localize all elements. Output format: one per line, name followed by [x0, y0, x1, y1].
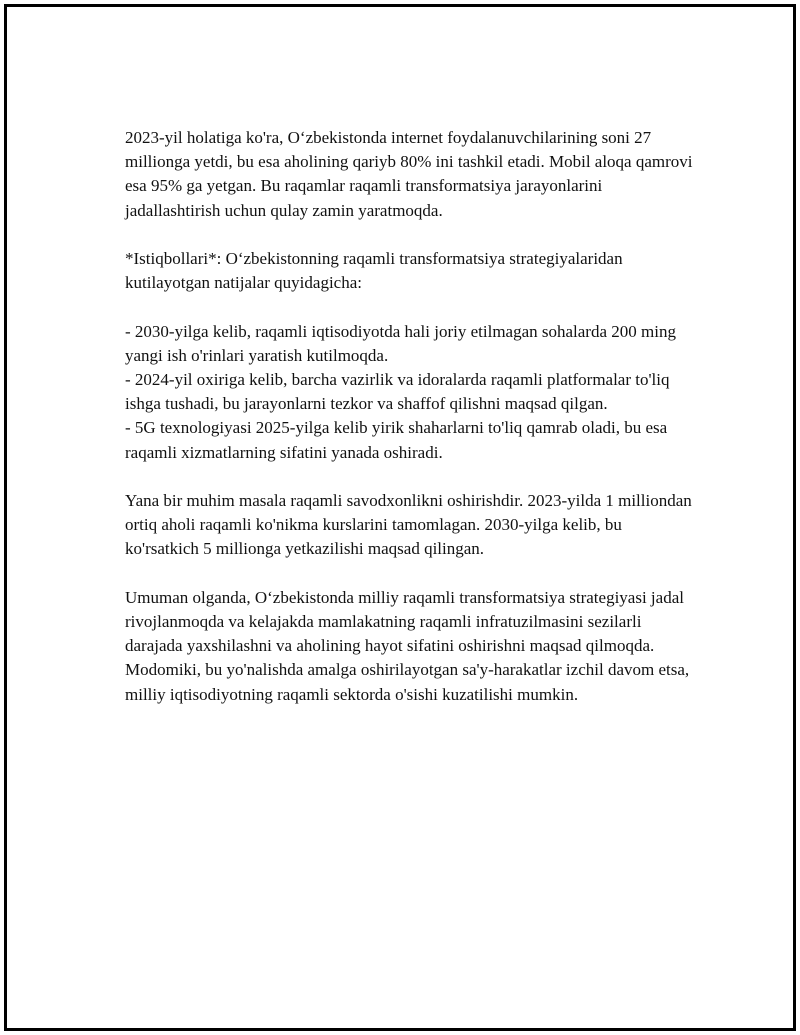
- list-item: - 5G texnologiyasi 2025-yilga kelib yirik shaharlarni to'liq qamrab oladi, bu esa raqamli xizmatlarning sifatini yanada oshiradi.: [125, 418, 668, 462]
- list-item: - 2024-yil oxiriga kelib, barcha vazirlik va idoralarda raqamli platformalar to'liq ishga tushadi, bu jarayonlarni tezkor va shaffof qilishni maqsad qilgan.: [125, 370, 670, 414]
- intro-paragraph: 2023-yil holatiga ko'ra, O‘zbekistonda internet foydalanuvchilarining soni 27 millionga yetdi, bu esa aholining qariyb 80% ini tashkil etadi. Mobil aloqa qamrovi esa 95% ga yetgan. Bu raqamlar raqamli transformatsiya jarayonlarini jadallashtirish uchun qulay zamin yaratmoqda.: [125, 128, 693, 220]
- benefits-list: [125, 320, 693, 465]
- benefits-intro-paragraph: *Istiqbollari*: O‘zbekistonning raqamli transformatsiya strategiyalaridan kutilayotgan natijalar quyidagicha:: [125, 249, 623, 293]
- page-frame: [4, 4, 796, 1031]
- list-item: - 2030-yilga kelib, raqamli iqtisodiyotda hali joriy etilmagan sohalarda 200 ming yangi ish o'rinlari yaratish kutilmoqda.: [125, 321, 676, 365]
- literacy-paragraph: Yana bir muhim masala raqamli savodxonlikni oshirishdir. 2023-yilda 1 milliondan ortiq aholi raqamli ko'nikma kurslarini tamomlagan. 2030-yilga kelib, bu ko'rsatkich 5 millionga yetkazilishi maqsad qilingan.: [125, 491, 692, 559]
- document-body: [125, 126, 693, 731]
- conclusion-paragraph: Umuman olganda, O‘zbekistonda milliy raqamli transformatsiya strategiyasi jadal rivojlanmoqda va kelajakda mamlakatning raqamli infratuzilmasini sezilarli darajada yaxshilashni va aholining hayot sifatini oshirishni maqsad qilmoqda. Modomiki, bu yo'nalishda amalga oshirilayotgan sa'y-harakatlar izchil davom etsa, milliy iqtisodiyotning raqamli sektorda o'sishi kuzatilishi mumkin.: [125, 587, 690, 704]
